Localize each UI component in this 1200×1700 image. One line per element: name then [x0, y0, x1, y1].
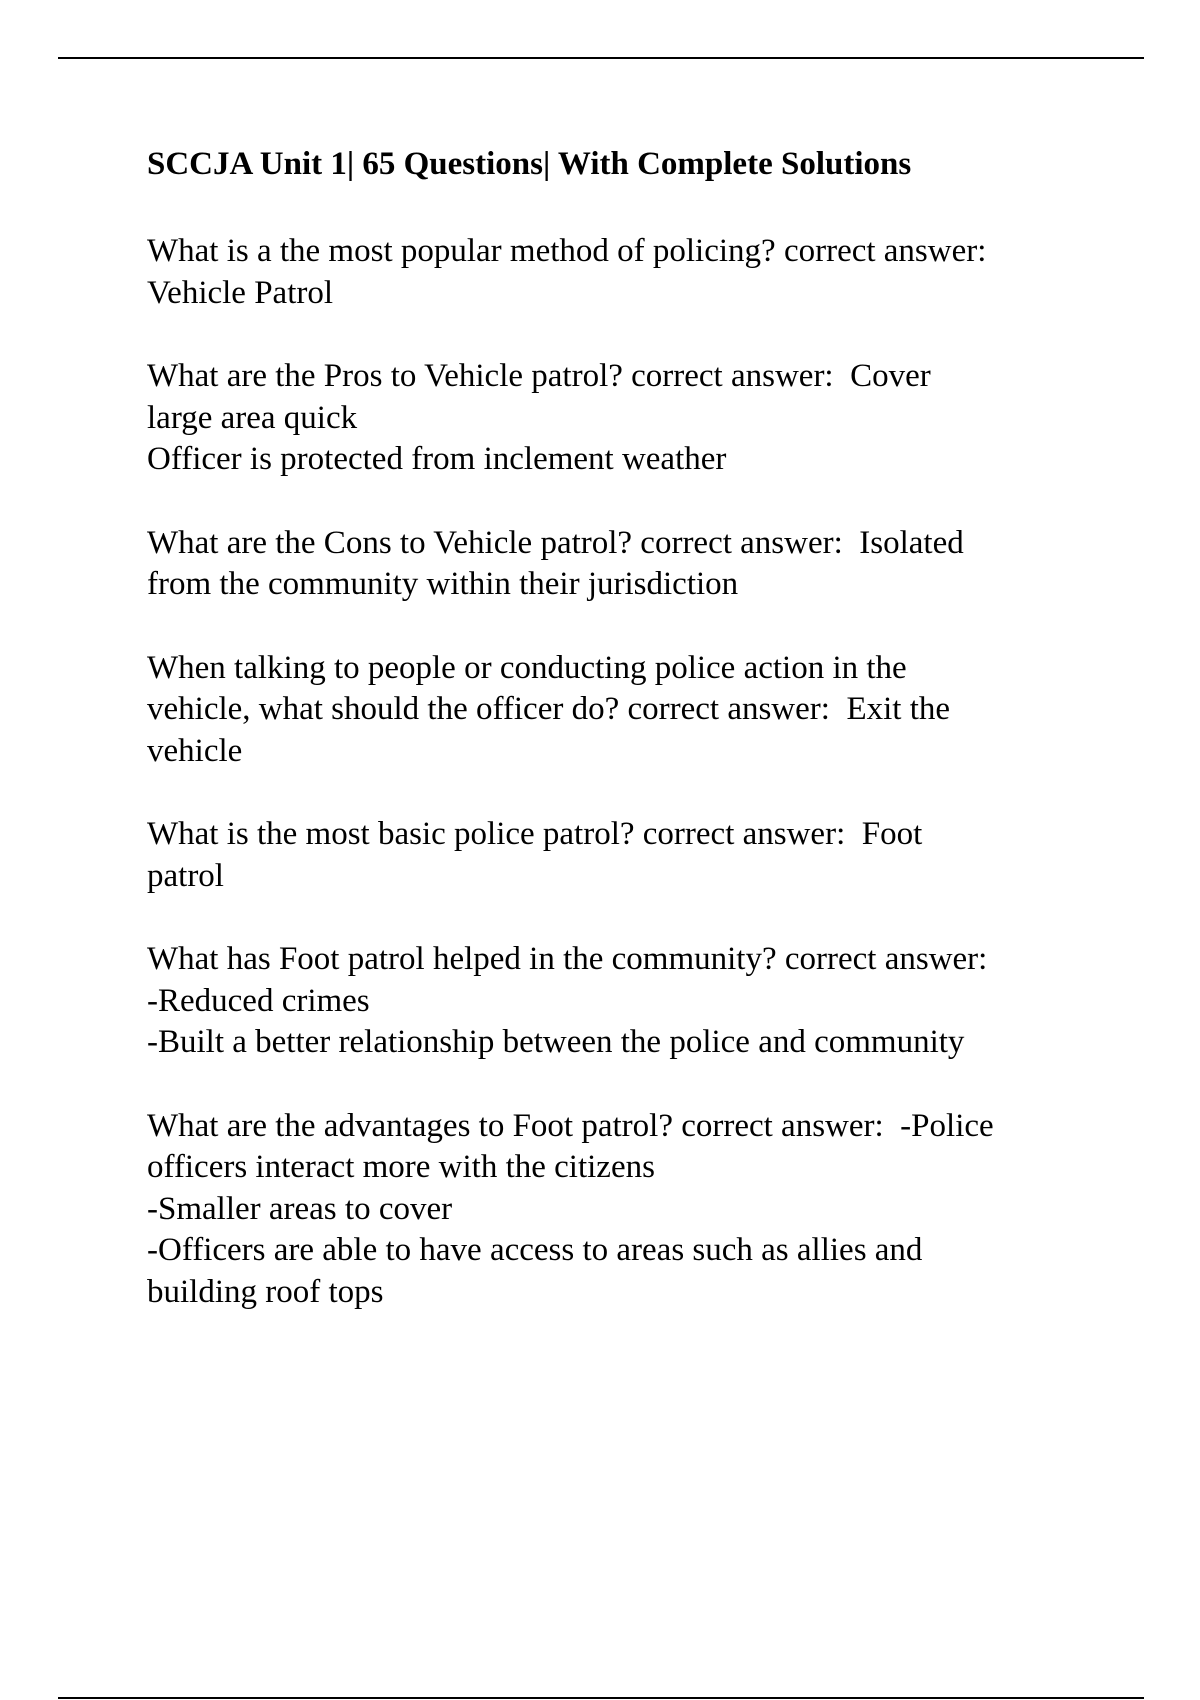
qa-line: What is a the most popular method of policing? correct answer: — [147, 233, 987, 269]
qa-line: -Smaller areas to cover — [147, 1190, 453, 1227]
document-title: SCCJA Unit 1| 65 Questions| With Complete Solutions — [147, 146, 912, 182]
qa-line: patrol — [147, 857, 224, 894]
qa-line: What is the most basic police patrol? correct answer: Foot — [147, 816, 923, 852]
qa-line: When talking to people or conducting police action in the — [147, 649, 907, 686]
qa-entry-7 — [147, 1106, 1087, 1314]
qa-entry-6 — [147, 939, 1087, 1064]
top-rule — [58, 57, 1144, 59]
qa-line: What are the Pros to Vehicle patrol? correct answer: Cover — [147, 358, 931, 394]
qa-line: Officer is protected from inclement weather — [147, 441, 727, 477]
document-body — [147, 143, 1087, 1355]
qa-line: What are the Cons to Vehicle patrol? correct answer: Isolated — [147, 524, 964, 561]
qa-line: vehicle, what should the officer do? correct answer: Exit the — [147, 691, 951, 727]
qa-line: -Built a better relationship between the police and community — [147, 1024, 965, 1060]
qa-line: -Reduced crimes — [147, 982, 370, 1019]
qa-line: building roof tops — [147, 1273, 384, 1310]
qa-line: Vehicle Patrol — [147, 274, 334, 311]
qa-line: What has Foot patrol helped in the community? correct answer: — [147, 941, 988, 977]
qa-line: large area quick — [147, 399, 358, 436]
qa-line: from the community within their jurisdiction — [147, 566, 739, 602]
qa-entry-4 — [147, 648, 1087, 773]
qa-line: -Officers are able to have access to areas such as allies and — [147, 1232, 923, 1268]
qa-entry-5 — [147, 814, 1087, 897]
qa-entry-2 — [147, 356, 1087, 481]
qa-entry-1 — [147, 231, 1087, 314]
qa-line: What are the advantages to Foot patrol? correct answer: -Police — [147, 1107, 994, 1144]
qa-line: officers interact more with the citizens — [147, 1149, 655, 1185]
qa-line: vehicle — [147, 732, 243, 769]
bottom-rule — [58, 1697, 1144, 1699]
qa-entry-3 — [147, 523, 1087, 606]
